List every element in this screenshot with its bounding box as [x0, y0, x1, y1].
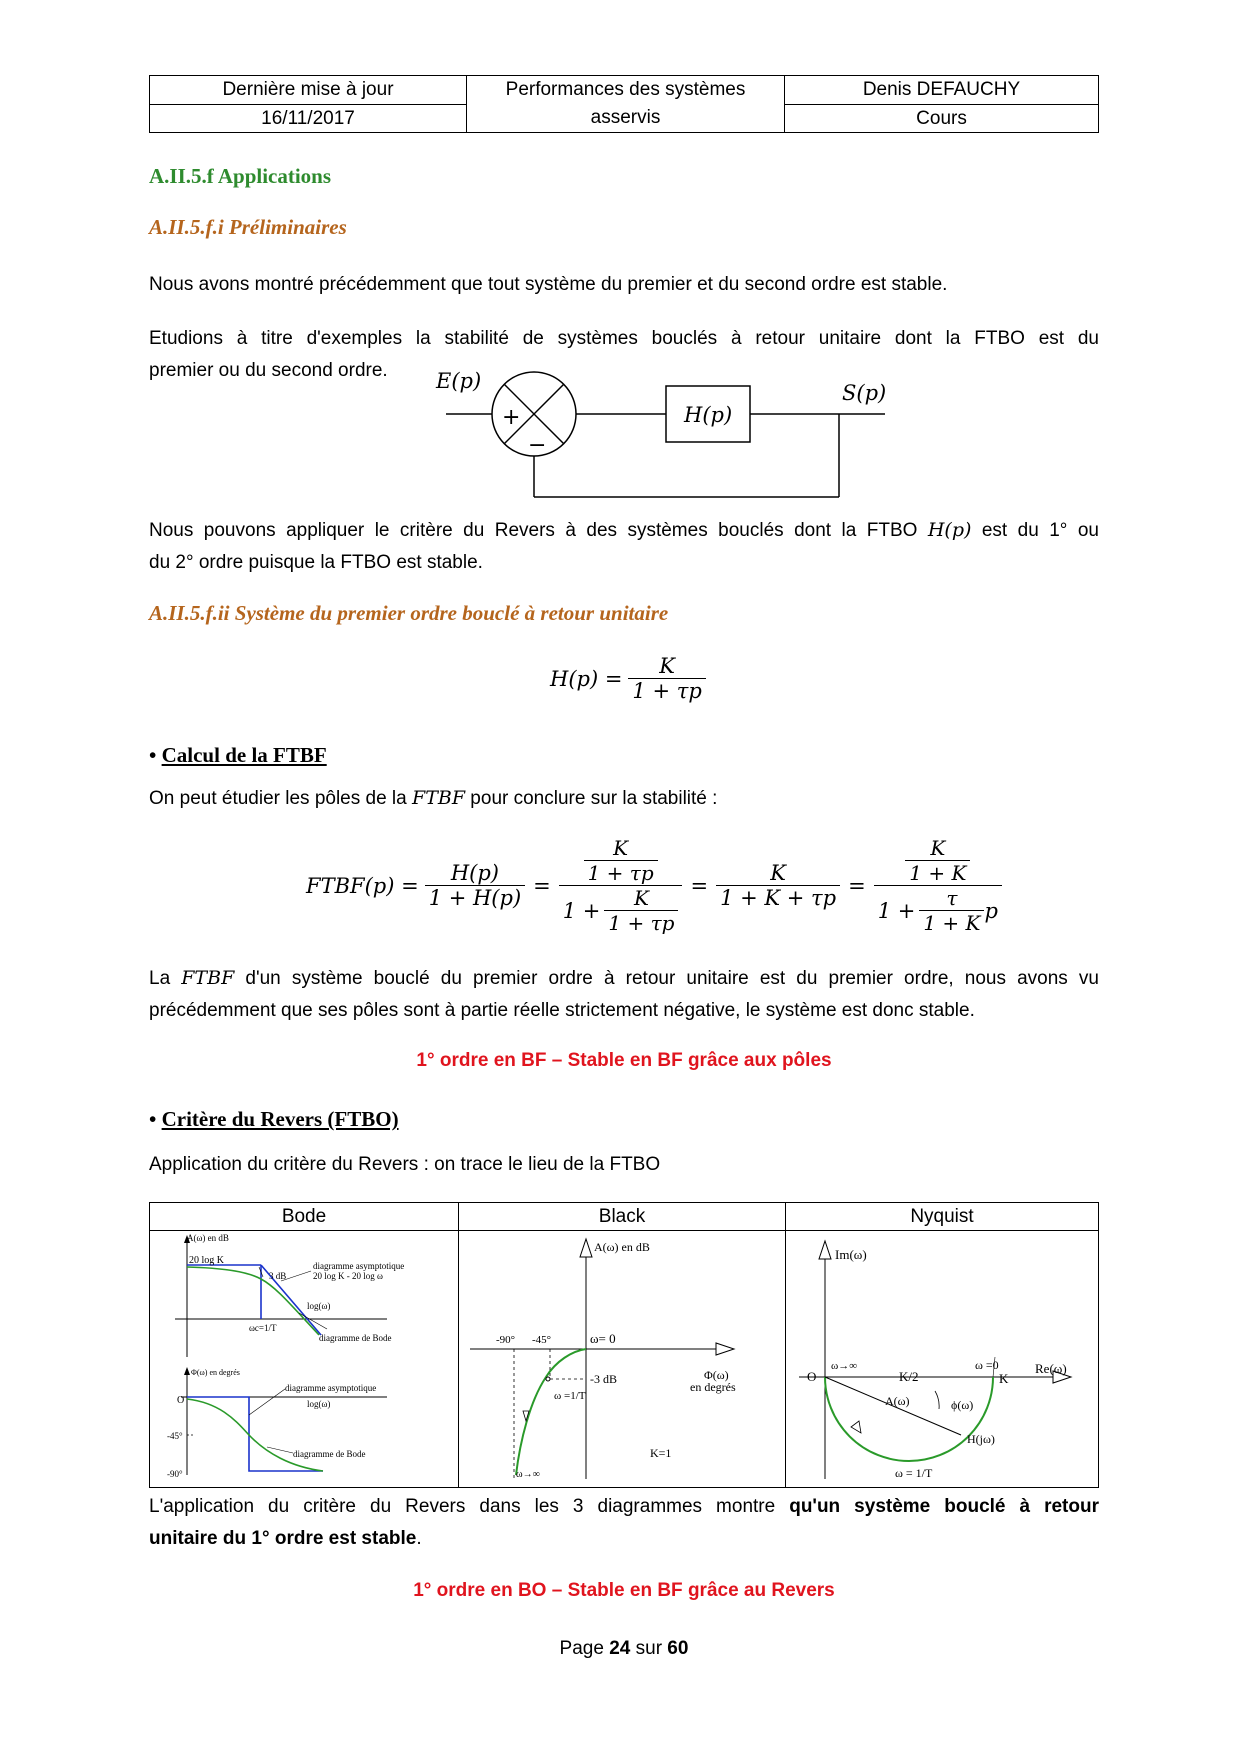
bode-3db: 3 dB	[269, 1271, 287, 1281]
section-heading: A.II.5.f Applications	[149, 164, 332, 188]
paragraph-3a	[149, 514, 1099, 547]
p7-text: L'application du critère du Revers dans les 3 diagrammes montre	[149, 1496, 790, 1517]
bode-asym2: diagramme asymptotique	[285, 1383, 377, 1393]
nyquist-re: Re(ω)	[1035, 1361, 1067, 1376]
nyquist-cell	[786, 1231, 1099, 1488]
equation-ftbf	[306, 836, 1002, 935]
bullet-critere-revers: • Critère du Revers (FTBO)	[149, 1107, 399, 1131]
eq2-f2-nd: 1 + τp	[584, 860, 658, 885]
paragraph-1: Nous avons montré précédemment que tout système du premier et du second ordre est stable.	[149, 274, 948, 295]
nyquist-o: O	[807, 1369, 817, 1384]
black-winf: ω→∞	[516, 1469, 540, 1480]
input-label: E(p)	[436, 369, 482, 393]
plot-header-nyquist: Nyquist	[786, 1203, 1099, 1231]
black-plot	[460, 1231, 784, 1481]
nyquist-hjw: H(jω)	[967, 1432, 995, 1446]
plots-table	[149, 1202, 1099, 1488]
eq2-f4-dpost: p	[984, 898, 998, 923]
black-xaxis2: en degrés	[690, 1380, 736, 1394]
eq1-den: 1 + τp	[628, 678, 705, 703]
eq2-f4-nd: 1 + K	[905, 860, 970, 885]
paragraph-7b	[149, 1522, 422, 1555]
paragraph-5b: précédemment que ses pôles sont à partie réelle strictement négative, le système est donc stable.	[149, 1000, 975, 1021]
header-title-text: Performances des systèmes asservis	[505, 79, 746, 128]
p3a-math: H(p)	[927, 519, 972, 541]
tf-label: H(p)	[684, 403, 733, 427]
header-date: 16/11/2017	[150, 104, 467, 133]
p5a-text: La	[149, 968, 182, 989]
paragraph-6: Application du critère du Revers : on trace le lieu de la FTBO	[149, 1154, 661, 1175]
eq2-f2-dn: K	[633, 886, 649, 910]
eq2-f4-dpre: 1 +	[877, 898, 916, 923]
p3a-text: Nous pouvons appliquer le critère du Revers à des systèmes bouclés dont la FTBO	[149, 520, 928, 541]
eq2-f3-num: K	[770, 861, 786, 885]
eq2-eq2: =	[690, 873, 709, 898]
p3a-post: est du 1° ou	[971, 520, 1099, 541]
block-diagram	[430, 362, 890, 512]
bode-asym-eq: 20 log K - 20 log ω	[313, 1271, 383, 1281]
eq1-lhs: H(p) =	[550, 666, 623, 691]
plot-header-bode: Bode	[150, 1203, 459, 1231]
black-m3db: -3 dB	[590, 1372, 617, 1386]
bode-logw: log(ω)	[307, 1301, 331, 1311]
eq2-eq3: =	[848, 873, 866, 898]
eq2-f3-den: 1 + K + τp	[716, 885, 840, 910]
eq2-f1-num: H(p)	[450, 861, 499, 885]
plot-header-black: Black	[459, 1203, 786, 1231]
header-updated-label: Dernière mise à jour	[150, 76, 467, 105]
footer-page-label: Page	[559, 1638, 610, 1659]
paragraph-5a	[149, 962, 1099, 995]
p7b-post: .	[416, 1528, 422, 1549]
black-m45: -45°	[532, 1334, 552, 1346]
header-table	[149, 75, 1099, 133]
output-label: S(p)	[842, 381, 887, 405]
nyquist-winf: ω→∞	[831, 1360, 858, 1372]
black-k1: K=1	[650, 1446, 672, 1460]
bullet2-text: Critère du Revers (FTBO)	[161, 1107, 399, 1131]
paragraph-7a	[149, 1490, 1099, 1523]
bullet1-text: Calcul de la FTBF	[161, 743, 327, 767]
black-cell	[459, 1231, 786, 1488]
eq1-num: K	[659, 654, 675, 678]
bode-wc: ωc=1/T	[249, 1323, 277, 1333]
nyquist-w1t: ω = 1/T	[895, 1466, 933, 1480]
eq2-lhs: FTBF(p) =	[306, 873, 419, 898]
equation-hp	[550, 654, 706, 703]
bode-20logk: 20 log K	[189, 1255, 224, 1266]
bode-asym: diagramme asymptotique	[313, 1261, 405, 1271]
footer-total: 60	[667, 1638, 689, 1659]
black-w1t: ω =1/T	[554, 1390, 586, 1402]
bode-m90: -90°	[167, 1469, 183, 1479]
bode-origin: O	[177, 1395, 185, 1406]
conclusion-poles: 1° ordre en BF – Stable en BF grâce aux pôles	[416, 1050, 832, 1071]
bode-plot	[151, 1231, 457, 1481]
bode-label: diagramme de Bode	[319, 1333, 392, 1343]
bode-logw2: log(ω)	[307, 1399, 331, 1409]
bode-phase-axis: Φ(ω) en degrés	[191, 1368, 240, 1377]
black-m90: -90°	[496, 1334, 516, 1346]
black-w0: ω= 0	[590, 1331, 616, 1346]
nyquist-k2: K/2	[899, 1369, 919, 1384]
footer-page-number: 24	[609, 1638, 631, 1659]
nyquist-im: Im(ω)	[835, 1247, 867, 1262]
header-title	[467, 76, 785, 133]
eq2-f4-nn: K	[930, 836, 946, 860]
black-yaxis: A(ω) en dB	[594, 1240, 650, 1254]
paragraph-2b: premier ou du second ordre.	[149, 360, 388, 381]
eq2-f2-dd: 1 + τp	[604, 910, 678, 935]
p4-math: FTBF	[412, 787, 466, 809]
bode-m45: -45°	[167, 1431, 183, 1441]
eq2-eq1: =	[533, 873, 551, 898]
subsection-premier-ordre: A.II.5.f.ii Système du premier ordre bouclé à retour unitaire	[149, 601, 669, 625]
page-footer	[149, 1638, 1099, 1660]
p7-bold: qu'un système bouclé à retour	[789, 1496, 1099, 1517]
p5a-post: d'un système bouclé du premier ordre à retour unitaire est du premier ordre, nous avons vu	[234, 968, 1099, 989]
eq2-f2-nn: K	[613, 836, 629, 860]
paragraph-3b: du 2° ordre puisque la FTBO est stable.	[149, 552, 483, 573]
bode-cell	[150, 1231, 459, 1488]
bode-gain-axis: A(ω) en dB	[187, 1233, 229, 1243]
p5a-math: FTBF	[181, 967, 235, 989]
nyquist-k: K	[999, 1371, 1009, 1386]
footer-sur: sur	[630, 1638, 668, 1659]
eq2-f2-dpre: 1 +	[562, 898, 601, 923]
header-type: Cours	[785, 104, 1099, 133]
bullet-calcul-ftbf: • Calcul de la FTBF	[149, 743, 327, 767]
p4-post: pour conclure sur la stabilité :	[465, 788, 718, 809]
paragraph-2a: Etudions à titre d'exemples la stabilité de systèmes bouclés à retour unitaire dont la FTBO est du	[149, 328, 1099, 349]
black-xaxis1: Φ(ω)	[704, 1368, 729, 1382]
nyquist-w0: ω =0	[975, 1358, 999, 1372]
subsection-preliminaires: A.II.5.f.i Préliminaires	[149, 215, 347, 239]
nyquist-plot	[789, 1231, 1095, 1481]
nyquist-phi: ϕ(ω)	[951, 1398, 974, 1412]
header-author: Denis DEFAUCHY	[785, 76, 1099, 105]
p4-text: On peut étudier les pôles de la	[149, 788, 413, 809]
eq2-f4-dn: τ	[946, 886, 958, 910]
p7b-bold: unitaire du 1° ordre est stable	[149, 1528, 417, 1549]
eq2-f1-den: 1 + H(p)	[425, 885, 525, 910]
nyquist-aw: A(ω)	[885, 1394, 910, 1408]
plus-sign: +	[502, 405, 521, 430]
minus-sign: −	[528, 433, 547, 458]
conclusion-revers: 1° ordre en BO – Stable en BF grâce au Revers	[413, 1580, 835, 1601]
bode-label2: diagramme de Bode	[293, 1449, 366, 1459]
eq2-f4-dd: 1 + K	[919, 910, 984, 935]
paragraph-4	[149, 782, 717, 815]
